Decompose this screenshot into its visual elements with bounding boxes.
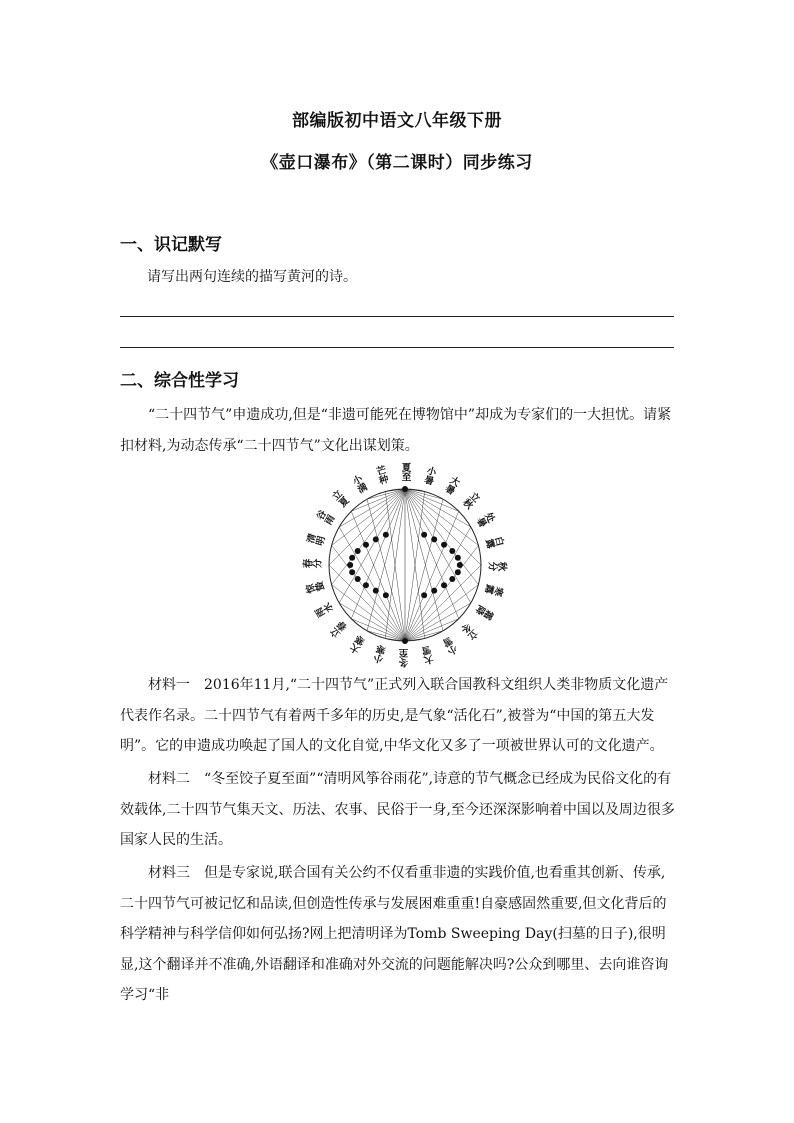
section2-heading: 二、综合性学习	[120, 371, 239, 391]
wheel-dot	[355, 548, 361, 554]
wheel-line	[339, 489, 405, 527]
wheel-dot	[373, 536, 379, 542]
wheel-dot	[455, 569, 461, 575]
wheel-line	[405, 489, 471, 603]
solar-term-label: 立秋	[460, 488, 482, 510]
solar-term-label: 惊蛰	[304, 581, 326, 597]
wheel-dot	[431, 588, 437, 594]
solar-term-label: 霜降	[474, 601, 497, 622]
wheel-dot	[449, 576, 455, 582]
wheel-line	[367, 489, 405, 631]
wheel-line	[405, 527, 471, 641]
solar-term-label: 立夏	[328, 488, 350, 510]
solar-term-label: 立冬	[460, 620, 482, 642]
answer-line-2[interactable]	[120, 347, 674, 348]
solar-term-label: 小满	[348, 473, 369, 496]
solar-term-label: 春分	[302, 559, 322, 571]
solar-term-label: 寒露	[484, 581, 506, 597]
material-1	[120, 670, 676, 762]
wheel-dot	[457, 562, 463, 568]
wheel-dot	[431, 536, 437, 542]
solar-term-label: 处暑	[474, 508, 497, 529]
solar-term-label: 立春	[328, 620, 350, 642]
solar-term-label: 谷雨	[313, 508, 336, 529]
wheel-dot	[355, 576, 361, 582]
wheel-line	[405, 489, 459, 619]
material-1-text: 2016年11月,“二十四节气”正式列入联合国教科文组织人类非物质文化遗产代表作名录。二十四节气有着两千多年的历史,是气象“活化石”,被誉为“中国的第五大发明”。它的申遗成功唤起了国人的文化自觉,中华文化又多了一项被世界认可的文化遗产。	[120, 677, 669, 754]
wheel-dot	[402, 638, 408, 644]
wheel-dot	[383, 592, 389, 598]
wheel-line	[385, 492, 405, 641]
wheel-line	[405, 489, 425, 638]
solar-term-label: 大雪	[421, 644, 437, 666]
wheel-line	[339, 527, 405, 641]
section1-prompt: 请写出两句连续的描写黄河的诗。	[147, 269, 357, 285]
wheel-line	[339, 489, 405, 603]
solar-term-label: 大寒	[348, 634, 369, 657]
material-2-label: 材料二	[148, 771, 190, 787]
material-3-text: 但是专家说,联合国有关公约不仅看重非遗的实践价值,也看重其创新、传承,二十四节气可被记忆和品读,但创造性传承与发展困难重重!自豪感固然重要,但文化背后的科学精神与科学信仰如何弘扬?网上把清明译为Tomb Sweeping Day(扫墓的日子),很明显,这个翻译并不准确,外语翻译和准确对外交流的问题能解决吗?公众到哪里、去向谁咨询学习“非	[120, 865, 669, 1003]
answer-line-1[interactable]	[120, 316, 674, 317]
wheel-line	[405, 511, 459, 641]
material-1-label: 材料一	[148, 677, 190, 693]
document-title: 部编版初中语文八年级下册	[292, 111, 502, 131]
wheel-line	[339, 603, 405, 641]
solar-term-label: 小寒	[373, 644, 389, 666]
wheel-line	[385, 489, 405, 638]
solar-term-label: 小暑	[421, 464, 437, 486]
solar-terms-wheel	[300, 460, 510, 670]
material-2-text: “冬至饺子夏至面”“清明风筝谷雨花”,诗意的节气概念已经成为民俗文化的有效载体,二十四节气集天文、历法、农事、民俗于一身,至今还深深影响着中国以及周边很多国家人民的生活。	[120, 771, 675, 848]
wheel-dot	[383, 532, 389, 538]
solar-term-label: 小雪	[441, 634, 462, 657]
section1-heading: 一、识记默写	[120, 235, 222, 255]
solar-term-label: 清明	[304, 533, 326, 549]
material-3	[120, 858, 676, 1011]
solar-term-label: 白露	[484, 533, 506, 549]
wheel-dot	[455, 555, 461, 561]
wheel-dot	[363, 542, 369, 548]
wheel-dot	[441, 582, 447, 588]
material-3-label: 材料三	[148, 865, 190, 881]
wheel-line	[405, 499, 443, 641]
wheel-line	[405, 489, 443, 631]
wheel-dot	[349, 569, 355, 575]
wheel-line	[405, 603, 471, 641]
wheel-line	[405, 489, 471, 527]
material-2	[120, 764, 676, 856]
solar-term-label: 夏至	[399, 462, 411, 482]
wheel-dot	[347, 562, 353, 568]
wheel-dot	[449, 548, 455, 554]
solar-term-label: 芒种	[373, 464, 389, 486]
wheel-line	[405, 492, 425, 641]
solar-term-label: 大暑	[441, 473, 462, 496]
wheel-dot	[421, 532, 427, 538]
section2-intro: “二十四节气”申遗成功,但是“非遗可能死在博物馆中”却成为专家们的一大担忧。请紧扣材料,为动态传承“二十四节气”文化出谋划策。	[120, 407, 672, 454]
wheel-line	[351, 511, 405, 641]
wheel-dot	[441, 542, 447, 548]
solar-term-label: 雨水	[313, 601, 336, 622]
wheel-dot	[373, 588, 379, 594]
lesson-title: 《壶口瀑布》（第二课时）同步练习	[261, 153, 533, 173]
wheel-line	[351, 489, 405, 619]
wheel-dot	[363, 582, 369, 588]
solar-term-label: 冬至	[399, 648, 411, 668]
wheel-dot	[349, 555, 355, 561]
wheel-dot	[402, 486, 408, 492]
solar-term-label: 秋分	[488, 559, 508, 571]
wheel-line	[367, 499, 405, 641]
wheel-dot	[421, 592, 427, 598]
